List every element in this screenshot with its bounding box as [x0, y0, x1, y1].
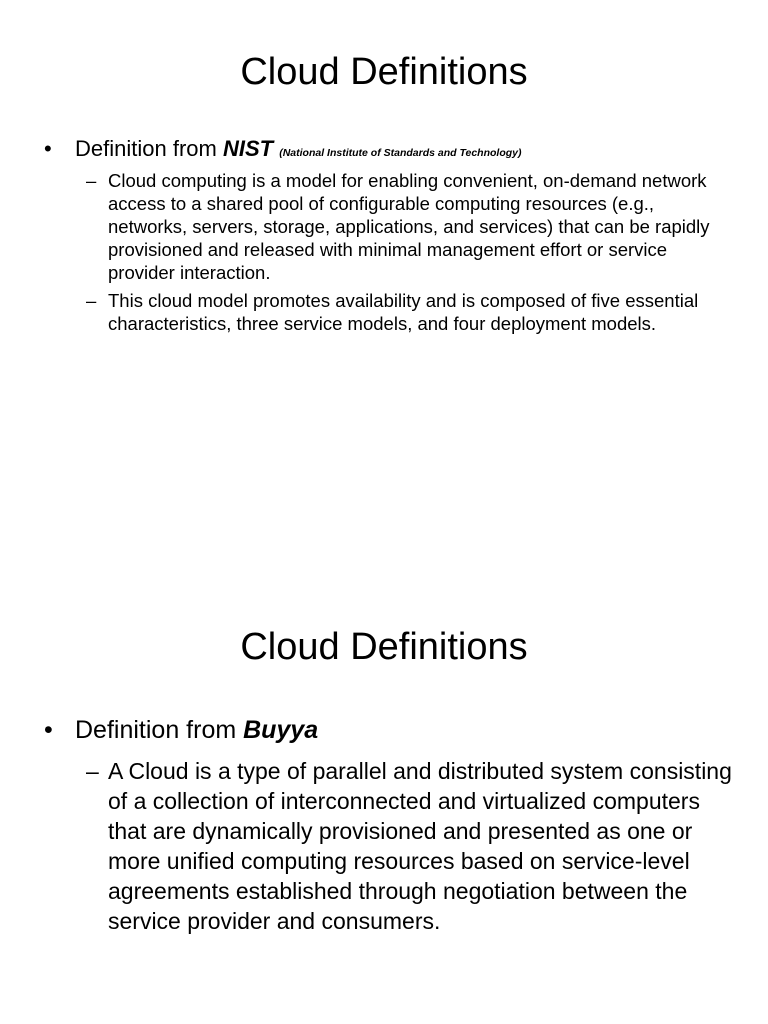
- slide-title: Cloud Definitions: [240, 51, 528, 93]
- bullet-text: [75, 135, 522, 167]
- sub-item-definition: [86, 169, 738, 284]
- slide-title: Cloud Definitions: [240, 626, 528, 668]
- sub-item-text: This cloud model promotes availability and is composed of five essential characteristics, three service models, and four deployment models.: [108, 290, 699, 334]
- bullet-prefix: Definition from: [75, 136, 223, 161]
- bullet-icon: •: [44, 136, 52, 161]
- bullet-text: [75, 714, 318, 746]
- source-full-name: (National Institute of Standards and Technology): [279, 147, 522, 159]
- bullet-icon: •: [44, 716, 53, 744]
- dash-icon: –: [86, 758, 99, 784]
- sub-list: [86, 169, 738, 340]
- sub-list: [86, 756, 738, 936]
- sub-item-characteristics: [86, 289, 738, 335]
- dash-icon: –: [86, 290, 97, 311]
- dash-icon: –: [86, 170, 97, 191]
- source-name: NIST: [222, 136, 274, 161]
- source-name: Buyya: [243, 716, 319, 744]
- sub-item-text: Cloud computing is a model for enabling convenient, on-demand network access to a shared pool of configurable computing resources (e.g., networks, servers, storage, applications, and services) that can be rapidly provisioned and released with minimal management effort or service provider interaction.: [108, 170, 710, 283]
- bullet-prefix: Definition from: [75, 716, 244, 744]
- slide-buyya: [0, 576, 768, 1024]
- sub-item-text: A Cloud is a type of parallel and distributed system consisting of a collection of interconnected and virtualized computers that are dynamically provisioned and presented as one or more unified computing resources based on service-level agreements established through negotiation between the service provider and consumers.: [108, 758, 732, 934]
- sub-item-definition: [86, 756, 738, 936]
